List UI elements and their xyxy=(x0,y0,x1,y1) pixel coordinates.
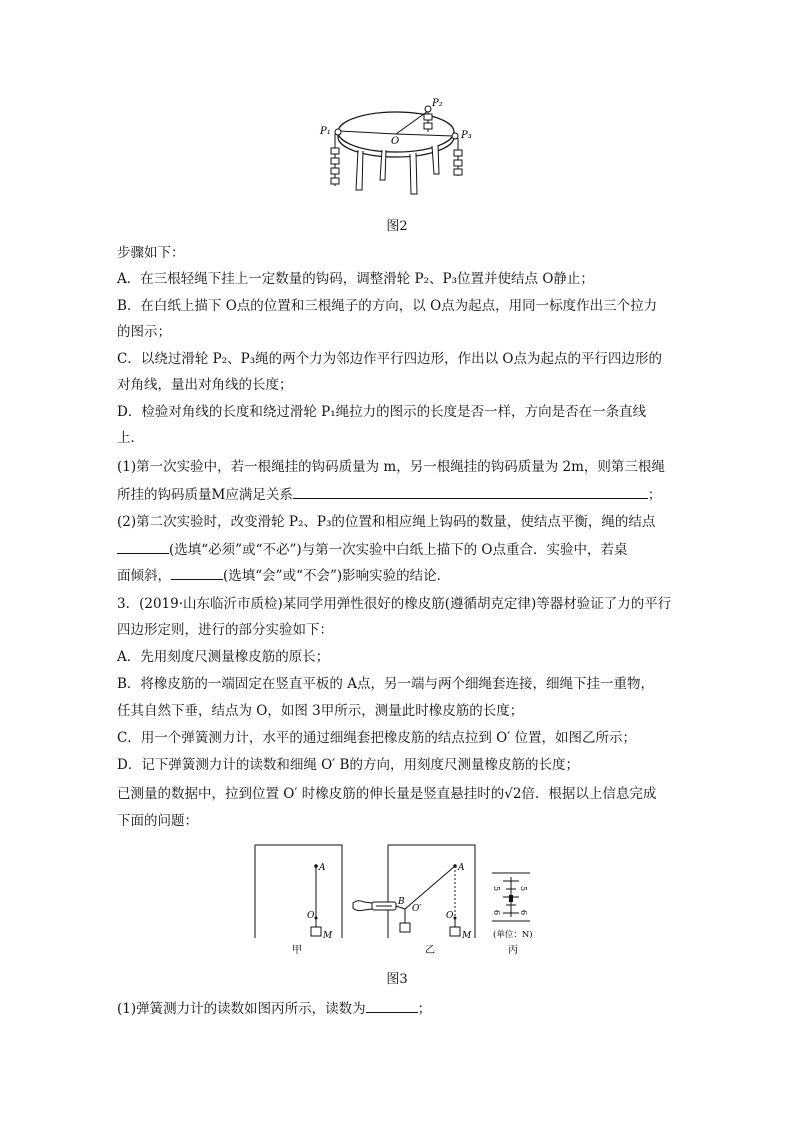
svg-text:6: 6 xyxy=(519,910,528,916)
question-2-line3 xyxy=(117,565,677,586)
step-d-line1: D．检验对角线的长度和绕过滑轮 P₁绳拉力的图示的长度是否一样，方向是否在一条直线 xyxy=(117,404,647,420)
step-b-line1: B．在白纸上描下 O点的位置和三根绳子的方向，以 O点为起点，用同一标度作出三个拉力 xyxy=(117,298,658,314)
table-leg xyxy=(410,153,417,194)
hook-weight xyxy=(331,168,339,174)
panel-jia: 甲 xyxy=(292,945,302,956)
svg-text:B: B xyxy=(398,897,405,907)
svg-text:O: O xyxy=(307,911,315,921)
svg-text:O′: O′ xyxy=(412,904,422,914)
hook-weight xyxy=(331,148,339,154)
panel-bing: 丙 xyxy=(508,945,518,956)
figure-2-caption: 图2 xyxy=(386,219,408,234)
svg-text:M: M xyxy=(462,931,472,941)
question-1-line2 xyxy=(117,484,677,505)
problem-3-step-a: A．先用刻度尺测量橡皮筋的原长； xyxy=(117,649,330,665)
question-2-line2 xyxy=(117,539,677,560)
question-2-suffix: (选填“会”或“不会”)影响实验的结论． xyxy=(223,568,451,584)
question-1-end: ； xyxy=(647,487,662,503)
pulley-p3 xyxy=(452,133,458,139)
problem-3-step-c: C．用一个弹簧测力计，水平的通过细绳套把橡皮筋的结点拉到 O′ 位置，如图乙所示； xyxy=(117,730,637,746)
label-p1: P₁ xyxy=(320,126,331,137)
problem-3-step-b-line2: 任其自然下垂，结点为 O，如图 3甲所示，测量此时橡皮筋的长度； xyxy=(117,703,524,719)
problem-3-line1: 3．(2019·山东临沂市质检)某同学用弹性很好的橡皮筋(遵循胡克定律)等器材验证了力的平行 xyxy=(117,596,672,612)
svg-text:5: 5 xyxy=(492,886,501,892)
figure-2-table-diagram xyxy=(318,98,478,206)
hook-weight xyxy=(331,158,339,164)
hand-icon xyxy=(353,901,372,911)
problem-3-step-d: D．记下弹簧测力计的读数和细绳 O′ B的方向，用刻度尺测量橡皮筋的长度； xyxy=(117,757,579,773)
hook-weight xyxy=(454,160,462,166)
weight-m-jia xyxy=(311,927,321,936)
weight-m-yi xyxy=(400,923,410,932)
problem-3-question-1 xyxy=(117,998,677,1019)
problem-3-question-1-end: ； xyxy=(417,1001,432,1017)
svg-text:A: A xyxy=(458,863,465,873)
pulley-p2 xyxy=(425,106,431,112)
weight-m-yi-2 xyxy=(450,927,460,936)
answer-blank-reading[interactable] xyxy=(366,998,418,1013)
table-leg xyxy=(380,150,386,180)
step-a: A．在三根轻绳下挂上一定数量的钩码，调整滑轮 P₂、P₃位置并使结点 O静止； xyxy=(117,271,594,287)
svg-text:5: 5 xyxy=(519,886,528,892)
question-1-line1: (1)第一次实验中，若一根绳挂的钩码质量为 m，另一根绳挂的钩码质量为 2m，则第三根绳 xyxy=(117,459,665,475)
figure-3-diagram xyxy=(250,843,550,958)
answer-blank-affect[interactable] xyxy=(171,565,223,580)
hook-weight xyxy=(454,169,462,175)
problem-3-info-line1: 已测量的数据中，拉到位置 O′ 时橡皮筋的伸长量是竖直悬挂时的√2倍．根据以上信息完成 xyxy=(117,786,657,802)
board-jia xyxy=(255,845,342,938)
label-p3: P₃ xyxy=(461,130,472,141)
steps-intro: 步骤如下： xyxy=(117,245,185,261)
rubber-band-yi xyxy=(405,866,455,909)
table-leg xyxy=(432,145,439,174)
problem-3-question-1-text: (1)弹簧测力计的读数如图丙所示，读数为 xyxy=(117,1001,366,1017)
question-2-text: (选填“必须”或“不必”)与第一次实验中白纸上描下的 O点重合．实验中，若桌 xyxy=(169,542,628,558)
svg-text:6: 6 xyxy=(492,910,501,916)
unit-label: (单位：N) xyxy=(493,930,533,940)
pulley-p1 xyxy=(335,129,341,135)
hook-weight xyxy=(424,123,432,129)
label-p2: P₂ xyxy=(432,98,443,109)
problem-3-step-b-line1: B．将橡皮筋的一端固定在竖直平板的 A点，另一端与两个细绳套连接，细绳下挂一重物， xyxy=(117,676,654,692)
answer-blank-must[interactable] xyxy=(117,539,169,554)
scale-pointer xyxy=(509,895,513,902)
problem-3-line2: 四边形定则，进行的部分实验如下： xyxy=(117,622,333,638)
step-c-line1: C．以绕过滑轮 P₂、P₃绳的两个力为邻边作平行四边形，作出以 O点为起点的平行四边形的 xyxy=(117,351,662,367)
svg-text:O: O xyxy=(446,911,454,921)
answer-blank-relation[interactable] xyxy=(293,484,648,499)
question-2-line1: (2)第二次实验时，改变滑轮 P₂、P₃的位置和相应绳上钩码的数量，使结点平衡，绳的结点 xyxy=(117,514,656,530)
problem-3-info-line2: 下面的问题： xyxy=(117,813,198,829)
hook-weight xyxy=(454,150,462,156)
hook-weight xyxy=(424,114,432,120)
label-o: O xyxy=(391,136,400,147)
hook-weight xyxy=(331,178,339,184)
step-d-line2: 上． xyxy=(117,430,144,446)
question-1-text: 所挂的钩码质量M应满足关系 xyxy=(117,487,293,503)
question-2-prefix: 面倾斜， xyxy=(117,568,171,584)
figure-3-caption: 图3 xyxy=(386,972,408,987)
panel-yi: 乙 xyxy=(425,945,435,956)
step-b-line2: 的图示； xyxy=(117,324,171,340)
step-c-line2: 对角线，量出对角线的长度； xyxy=(117,377,293,393)
svg-text:A: A xyxy=(319,863,326,873)
svg-text:M: M xyxy=(323,931,333,941)
table-leg xyxy=(356,150,363,190)
